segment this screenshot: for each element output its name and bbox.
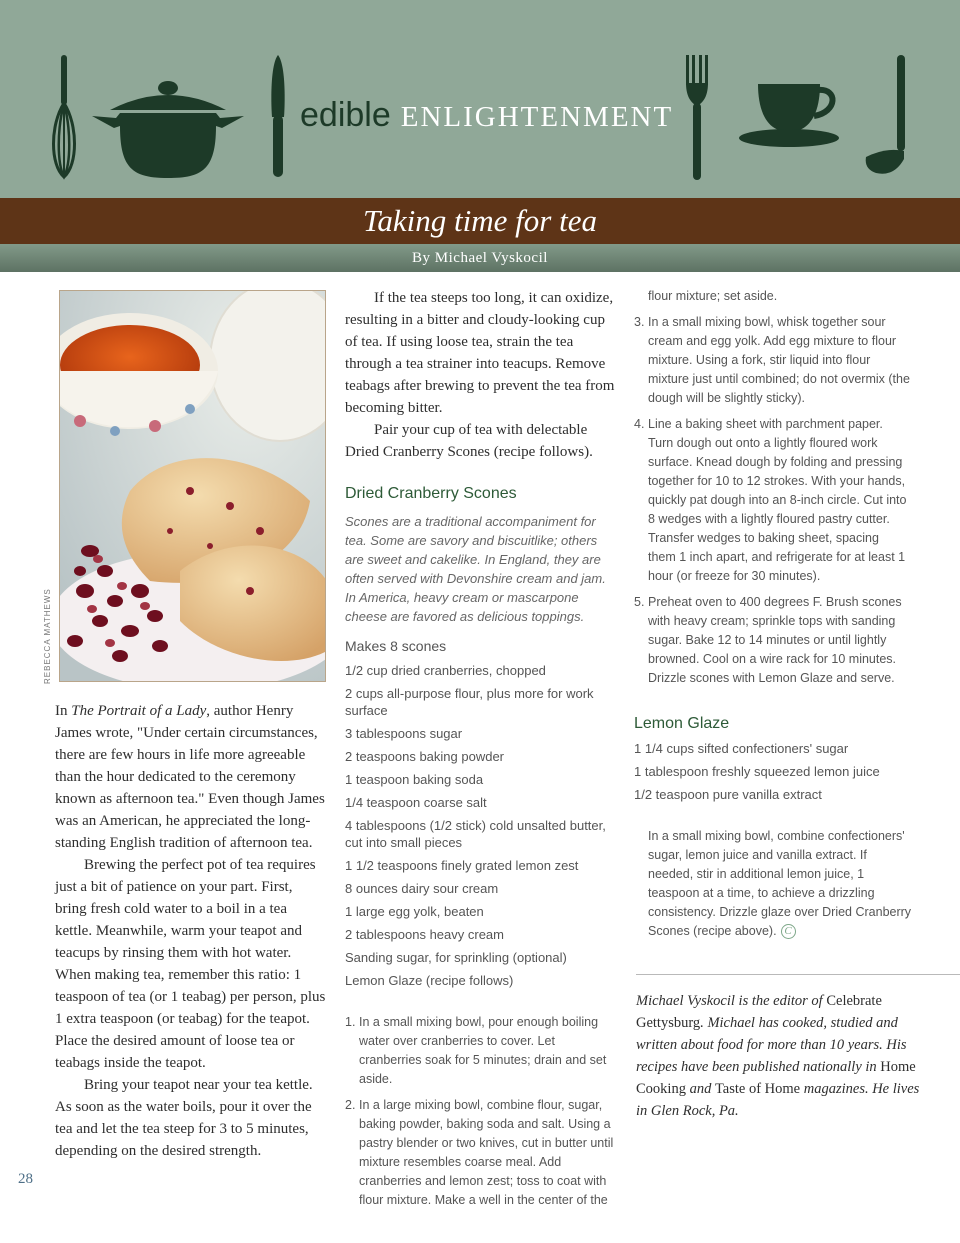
header-band — [0, 0, 960, 198]
ingredient: Sanding sugar, for sprinkling (optional) — [345, 950, 567, 965]
step-number: 2. — [345, 1098, 356, 1112]
paragraph-1 — [55, 700, 327, 854]
glaze-method — [648, 827, 914, 941]
ingredient: 1 1/2 teaspoons finely grated lemon zest — [345, 858, 579, 873]
recipe-step — [345, 1013, 617, 1089]
bio-text: and — [685, 1081, 715, 1097]
ingredient: 2 tablespoons heavy cream — [345, 927, 504, 942]
glaze-recipe-title: Lemon Glaze — [634, 715, 730, 732]
step-number: 5. — [634, 595, 645, 609]
recipe-step-continued — [634, 287, 910, 306]
recipe-step — [634, 415, 910, 586]
glaze-ingredients — [634, 740, 914, 809]
ingredient: 1/4 teaspoon coarse salt — [345, 795, 487, 810]
ingredient: 2 cups all-purpose flour, plus more for work surface — [345, 686, 594, 718]
byline: By Michael Vyskocil — [412, 250, 548, 266]
ingredient: 1 teaspoon baking soda — [345, 772, 484, 787]
divider — [636, 974, 960, 975]
bio-text: Michael Vyskocil is the editor of — [636, 993, 827, 1009]
paragraph-2: Brewing the perfect pot of tea requires just a bit of patience on your part. First, bring fresh cold water to a boil in a tea kettle. Meanwhile, warm your teapot and teacups by rinsing them with hot water. When making tea, remember this ratio: 1 teaspoon of tea (or 1 teabag) per person, plus 1 extra teaspoon (or teabag) for the teapot. Place the desired amount of loose tea or teabags inside the teapot. — [55, 857, 326, 1071]
step-text: In a small mixing bowl, whisk together sour cream and egg yolk. Add egg mixture to flour mixture. Using a fork, stir liquid into flour mixture just until combined; do not overmix (the dough will be slightly sticky). — [648, 315, 910, 405]
step-text: flour mixture; set aside. — [648, 289, 778, 303]
column-1 — [55, 700, 327, 1162]
ingredient: 2 teaspoons baking powder — [345, 749, 505, 764]
scones-steps-part-2 — [634, 287, 910, 695]
bio-text: . Michael has cooked, studied and written about food for more than 10 years. His recipes have been published nationally in — [636, 1015, 907, 1075]
magazine-name: Home Cooking — [636, 1059, 916, 1097]
magazine-name: Taste of Home — [714, 1081, 801, 1097]
scones-description: Scones are a traditional accompaniment for tea. Some are savory and biscuitlike; others are sweet and cakelike. In England, they are often served with Devonshire cream and jam. In America, heavy cream or mascarpone cheese are favored as delicious toppings. — [345, 514, 606, 624]
bio-text: magazines. He lives in Glen Rock, Pa. — [636, 1081, 920, 1119]
ingredient: 1/2 cup dried cranberries, chopped — [345, 663, 546, 678]
end-mark-icon: C — [781, 924, 796, 939]
magazine-name: Celebrate Gettysburg — [636, 993, 882, 1031]
scones-steps-part-1 — [345, 1013, 617, 1217]
paragraph-3: Bring your teapot near your tea kettle. As soon as the water boils, pour it over the tea and let the tea steep for 3 to 5 minutes, depending on the desired strength. — [55, 1077, 313, 1159]
recipe-step — [634, 313, 910, 408]
ingredient: 1 large egg yolk, beaten — [345, 904, 484, 919]
ingredient: 8 ounces dairy sour cream — [345, 881, 499, 896]
ingredient: 4 tablespoons (1/2 stick) cold unsalted butter, cut into small pieces — [345, 818, 606, 850]
step-text: In a large mixing bowl, combine flour, sugar, baking powder, baking soda and salt. Using a pastry blender or two knives, cut in butter until mixture resembles coarse meal. Add cranberries and lemon zest; toss to coat with flour mixture. Make a well in the center of the — [359, 1098, 614, 1207]
step-number: 3. — [634, 315, 645, 329]
paragraph-4: If the tea steeps too long, it can oxidize, resulting in a bitter and cloudy-looking cup of tea. If using loose tea, strain the tea through a tea strainer into teacups. Remove teabags after brewing to prevent the tea from becoming bitter. — [345, 290, 615, 416]
article-title: Taking time for tea — [363, 203, 597, 238]
section-name-enlightenment: ENLIGHTENMENT — [400, 101, 674, 133]
photo-credit: REBECCA MATHEWS — [43, 588, 52, 684]
ingredient: 3 tablespoons sugar — [345, 726, 463, 741]
step-text: In a small mixing bowl, pour enough boiling water over cranberries to cover. Let cranberries soak for 5 minutes; drain and set aside. — [359, 1015, 607, 1086]
knife-icon — [270, 55, 286, 177]
paragraph-5: Pair your cup of tea with delectable Dried Cranberry Scones (recipe follows). — [345, 422, 593, 460]
paragraph-1-prefix: In — [55, 703, 72, 719]
step-number — [634, 287, 648, 306]
step-number: 4. — [634, 417, 645, 431]
scones-photo — [59, 290, 326, 682]
fork-icon — [685, 55, 709, 180]
recipe-step — [345, 1096, 617, 1210]
page-number: 28 — [18, 1171, 33, 1187]
teacup-icon — [738, 82, 840, 148]
author-bio — [636, 990, 926, 1122]
pot-icon — [92, 78, 244, 178]
scones-recipe-title: Dried Cranberry Scones — [345, 485, 517, 502]
section-name — [300, 96, 673, 135]
scones-yield: Makes 8 scones — [345, 638, 447, 654]
ingredient: 1 1/4 cups sifted confectioners' sugar — [634, 741, 849, 756]
recipe-step — [634, 593, 910, 688]
column-2-intro — [345, 287, 615, 463]
ingredient: 1 tablespoon freshly squeezed lemon juice — [634, 764, 880, 779]
step-number: 1. — [345, 1015, 356, 1029]
section-name-edible: edible — [300, 96, 391, 134]
ingredient: Lemon Glaze (recipe follows) — [345, 973, 514, 988]
scones-photo-art — [60, 291, 326, 682]
ladle-icon — [864, 55, 914, 180]
step-text: Preheat oven to 400 degrees F. Brush scones with heavy cream; sprinkle tops with sanding sugar. Bake 12 to 14 minutes or until lightly browned. Cool on a wire rack for 10 minutes. Drizzle scones with Lemon Glaze and serve. — [648, 595, 902, 685]
glaze-method-text: In a small mixing bowl, combine confectioners' sugar, lemon juice and vanilla extract. If needed, stir in additional lemon juice, 1 teaspoon at a time, to achieve a drizzling consistency. Drizzle glaze over Dried Cranberry Scones (recipe above). — [648, 829, 912, 938]
title-bar — [0, 198, 960, 244]
whisk-icon — [48, 55, 80, 180]
scones-ingredients — [345, 662, 617, 995]
book-title: The Portrait of a Lady — [71, 703, 207, 719]
ingredient: 1/2 teaspoon pure vanilla extract — [634, 787, 822, 802]
byline-bar — [0, 244, 960, 272]
paragraph-1-text: , author Henry James wrote, "Under certain circumstances, there are few hours in life more agreeable than the hour dedicated to the ceremony known as afternoon tea." Even though James was an American, he appreciated the long-standing English tradition of afternoon tea. — [55, 703, 325, 851]
step-text: Line a baking sheet with parchment paper. Turn dough out onto a lightly floured work surface. Knead dough by folding and pressing together for 10 to 12 strokes. With your hands, quickly pat dough into an 8-inch circle. Cut into 8 wedges with a lightly floured pastry cutter. Transfer wedges to baking sheet, spacing them 1 inch apart, and refrigerate for at least 1 hour (or freeze for 30 minutes). — [648, 417, 907, 583]
